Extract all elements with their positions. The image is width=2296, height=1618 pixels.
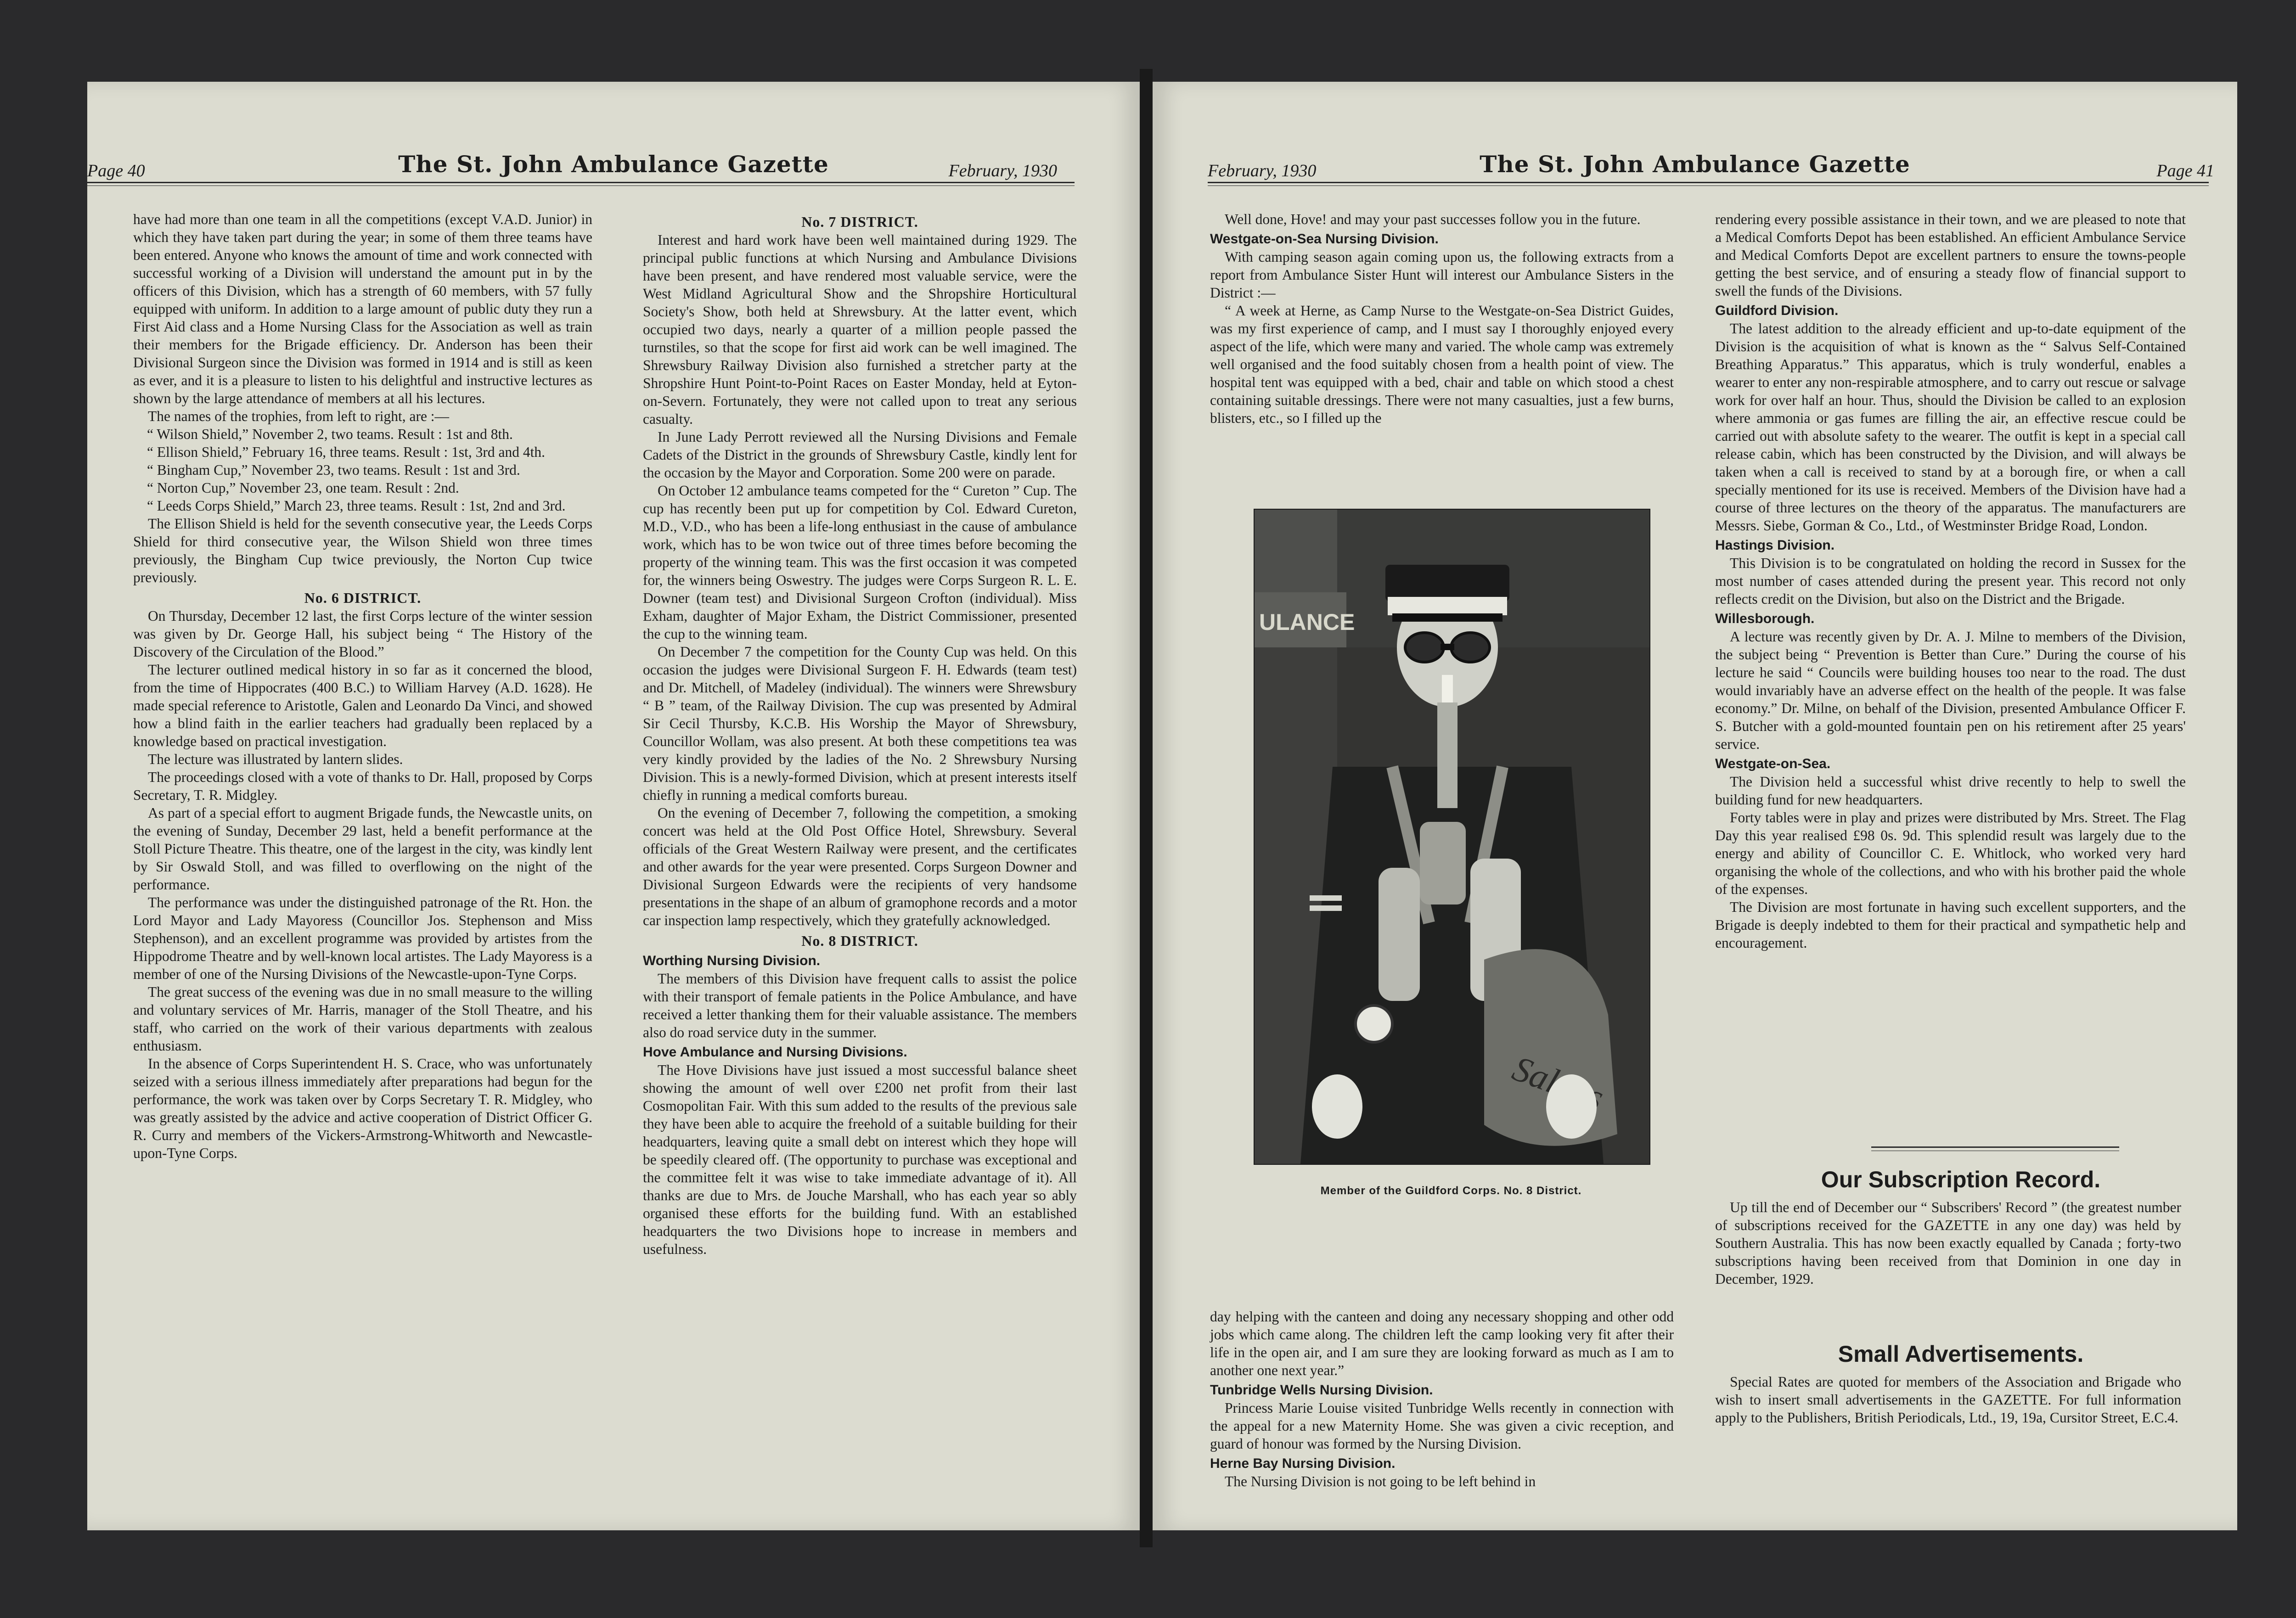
article-paragraph: Interest and hard work have been well maintained during 1929. The principal public functions at which Nursing and Ambulance Divisions have been present, and have rendered most valuable service, were the West Midland Agricultural Show and the Shropshire Horticultural Society's Show, both held at Shrewsbury. At the latter event, which occupied two days, nearly a quarter of a million people passed the turnstiles, so that the scope for first aid work can be well imagined. The Shrewsbury Railway Division also furnished a stretcher party at the Shropshire Hunt Point-to-Point Races on Easter Monday, held at Eyton-on-Severn. Fortunately, they were not called upon to treat any serious casualty. (643, 232, 1077, 427)
division-heading: Willesborough. (1715, 611, 1815, 626)
left-issue-date: February, 1930 (948, 161, 1057, 180)
article-paragraph: The latest addition to the already efficient and up-to-date equipment of the Division is the acquisition of what is known as the “ Salvus Self-Contained Breathing Apparatus.” This apparatus, which is truly wonderful, enables a wearer to enter any non-respirable atmosphere, and to carry out rescue or salvage work for over half an hour. Thus, should the Division be called to an explosion where ammonia or gas fumes are filling the air, an effective rescue could be carried out with absolute safety to the wearer. The outfit is kept in a special call release cabin, which has been constructed by the Division, and will always be taken when a call is received to stand by at a borough fire, or when a call specially mentioned for its use is received. Members of the Division have had a course of three lectures on the theory of the apparatus. The manufacturers are Messrs. Siebe, Gorman & Co., Ltd., of Westminster Bridge Road, London. (1715, 320, 2186, 534)
page-gutter (1140, 69, 1153, 1547)
article-paragraph: The Ellison Shield is held for the seventh consecutive year, the Leeds Corps Shield for third consecutive year, the Wilson Shield won three times previously, the Bingham Cup twice previously, the Norton Cup twice previously. (133, 516, 592, 585)
photo-salvus-apparatus-wearer (1254, 509, 1650, 1165)
left-column-2 (643, 210, 1077, 1258)
article-paragraph: With camping season again coming upon us, the following extracts from a report from Ambulance Sister Hunt will interest our Ambulance Sisters in the District :— (1210, 249, 1674, 301)
trophy-entry: “ Ellison Shield,” February 16, three teams. Result : 1st, 3rd and 4th. (147, 444, 545, 460)
left-head-rule-thin (87, 185, 1075, 186)
small-ads-text: Special Rates are quoted for members of the Association and Brigade who wish to insert small advertisements in the GAZETTE. For full information apply to the Publishers, British Periodicals, Ltd., 19, 19a, Cursitor Street, E.C.4. (1715, 1374, 2181, 1426)
right-column-1-top (1210, 210, 1674, 427)
article-paragraph: This Division is to be congratulated on holding the record in Sussex for the most number of cases attended during the present year. This record not only reflects credit on the Division, but also on the District and the Brigade. (1715, 555, 2186, 607)
article-paragraph: The lecturer outlined medical history in so far as it concerned the blood, from the time of Hippocrates (400 B.C.) to William Harvey (A.D. 1628). He made special reference to Aristotle, Galen and Leonardo Da Vinci, and showed how a blind faith in the earlier teachers had gradually been replaced by a knowledge based on practical investigation. (133, 662, 592, 749)
district-heading: No. 7 DISTRICT. (801, 213, 918, 230)
right-masthead-title: The St. John Ambulance Gazette (1480, 151, 1910, 178)
trophy-entry: “ Leeds Corps Shield,” March 23, three teams. Result : 1st, 2nd and 3rd. (147, 498, 566, 514)
article-paragraph: Forty tables were in play and prizes were distributed by Mrs. Street. The Flag Day this year realised £98 0s. 9d. This splendid result was largely due to the energy and ability of Councillor C. E. Whitlock, who worked very hard organising the whole of the collections, and who with his brother paid the whole of the expenses. (1715, 809, 2186, 897)
article-paragraph: “ A week at Herne, as Camp Nurse to the Westgate-on-Sea District Guides, was my first experience of camp, and I must say I thoroughly enjoyed every aspect of the life, which were many and varied. The whole camp was extremely well organised and the food suitably chosen from a health point of view. The hospital tent was equipped with a bed, chair and table on which stood a chest containing suitable dressings. There were not many casualties, just a few burns, blisters, etc., so I filled up the (1210, 303, 1674, 426)
trophy-entry: “ Norton Cup,” November 23, one team. Result : 2nd. (147, 480, 459, 496)
article-paragraph: As part of a special effort to augment Brigade funds, the Newcastle units, on the evening of Sunday, December 29 last, held a benefit performance at the Stoll Picture Theatre. This theatre, one of the largest in the city, was kindly lent by Sir Oswald Stoll, and was filled to overflowing on the night of the performance. (133, 805, 592, 893)
article-paragraph: On October 12 ambulance teams competed for the “ Cureton ” Cup. The cup has recently been put up for competition by Col. Edward Cureton, M.D., V.D., who has been a life-long enthusiast in the cause of ambulance work, which has to be won twice out of three times before becoming the property of the winning team. This was the first occasion it was competed for, the winners being Oswestry. The judges were Corps Surgeon R. L. E. Downer (team test) and Divisional Surgeon Crofton (individual). Miss Exham, daughter of Major Exham, the District Commissioner, presented the cup to the winning team. (643, 483, 1077, 642)
photo-caption: Member of the Guildford Corps. No. 8 District. (1320, 1185, 1582, 1197)
division-heading: Tunbridge Wells Nursing Division. (1210, 1382, 1433, 1398)
small-ads-body (1715, 1373, 2181, 1427)
article-paragraph: Princess Marie Louise visited Tunbridge Wells recently in connection with the appeal for a new Maternity Home. She was given a civic reception, and guard of honour was formed by the Nursing Division. (1210, 1400, 1674, 1452)
article-paragraph: Well done, Hove! and may your past successes follow you in the future. (1225, 211, 1641, 227)
article-paragraph: The performance was under the distinguished patronage of the Rt. Hon. the Lord Mayor and Lady Mayoress (Councillor Jos. Stephenson and Miss Stephenson), and an excellent programme was provided by artistes from the Hippodrome Theatre and by well-known local artistes. The Lady Mayoress is a member of one of the Nursing Divisions of the Newcastle-upon-Tyne Corps. (133, 894, 592, 982)
article-paragraph: The lecture was illustrated by lantern slides. (148, 751, 403, 767)
right-column-1-bottom (1210, 1308, 1674, 1490)
left-masthead-title: The St. John Ambulance Gazette (398, 151, 829, 178)
article-paragraph: The Division are most fortunate in having such excellent supporters, and the Brigade is deeply indebted to them for their practical and sympathetic help and encouragement. (1715, 899, 2186, 951)
division-heading: Guildford Division. (1715, 303, 1839, 318)
right-page-number: Page 41 (2156, 161, 2214, 180)
article-paragraph: day helping with the canteen and doing any necessary shopping and other odd jobs which came along. The children left the camp looking very fit after their life in the open air, and I am sure they are looking forward as much as I am to another one next year.” (1210, 1309, 1674, 1378)
division-heading: Herne Bay Nursing Division. (1210, 1456, 1396, 1471)
small-ads-heading: Small Advertisements. (1838, 1341, 2084, 1367)
subscription-heading: Our Subscription Record. (1821, 1167, 2101, 1192)
right-head-rule (1208, 182, 2209, 183)
trophy-entry: “ Wilson Shield,” November 2, two teams. Result : 1st and 8th. (147, 426, 513, 442)
district-heading: No. 8 DISTRICT. (801, 933, 918, 949)
article-paragraph: A lecture was recently given by Dr. A. J. Milne to members of the Division, the subject being “ Prevention is Better than Cure.” During the course of his lecture he said “ Councils were building houses too near to the road. The dust would invariably have an adverse effect on the health of the people. It was false economy.” Dr. Milne, on behalf of the Division, presented Ambulance Officer F. S. Butcher with a gold-mounted fountain pen on his retirement after 25 years' service. (1715, 629, 2186, 752)
photo-sign-text: ULANCE (1259, 609, 1355, 635)
division-heading: Hove Ambulance and Nursing Divisions. (643, 1045, 907, 1060)
division-heading: Hastings Division. (1715, 538, 1835, 553)
left-head-rule (87, 182, 1075, 183)
article-paragraph: The members of this Division have frequent calls to assist the police with their transport of female patients in the Police Ambulance, and have received a letter thanking them for their valuable assistance. The members also do road service duty in the summer. (643, 971, 1077, 1040)
article-paragraph: have had more than one team in all the competitions (except V.A.D. Junior) in which they have taken part during the year; in some of them three teams have been entered. Anyone who knows the amount of time and work connected with successful working of a Division will understand the amount put in by the officers of this Division, which has a strength of 60 members, with 57 fully equipped with uniform. In addition to a large amount of public duty they run a First Aid class and a Home Nursing Class for the Association as well as train their members for the Brigade efficiency. Dr. Anderson has been their Divisional Surgeon since the Division was formed in 1914 and is still as keen as ever, and it is a pleasure to listen to his delightful and instructive lectures as shown by the large attendance of members at all his lectures. (133, 211, 592, 406)
article-paragraph: The names of the trophies, from left to right, are :— (148, 408, 450, 424)
right-running-head (1153, 151, 2237, 183)
photo-illustration (1255, 510, 1649, 1164)
section-rule (1871, 1146, 2119, 1148)
division-heading: Westgate-on-Sea. (1715, 756, 1831, 771)
article-paragraph: The proceedings closed with a vote of thanks to Dr. Hall, proposed by Corps Secretary, T. R. Midgley. (133, 769, 592, 803)
article-paragraph: In June Lady Perrott reviewed all the Nursing Divisions and Female Cadets of the District in the grounds of Shrewsbury Castle, kindly lent for the occasion by the Mayor and Corporation. Some 200 were on parade. (643, 429, 1077, 481)
district-heading: No. 6 DISTRICT. (304, 590, 422, 606)
subscription-text: Up till the end of December our “ Subscribers' Record ” (the greatest number of subscriptions received for the GAZETTE in any one day) was held by Southern Australia. This has now been exactly equalled by Canada ; forty-two subscriptions having been received from that Dominion in one day in December, 1929. (1715, 1199, 2181, 1287)
article-paragraph: In the absence of Corps Superintendent H. S. Crace, who was unfortunately seized with a serious illness immediately after preparations had begun for the performance, the work was taken over by Corps Secretary T. R. Midgley, who was greatly assisted by the advice and active cooperation of District Officer G. R. Curry and members of the Vickers-Armstrong-Whitworth and Newcastle-upon-Tyne Corps. (133, 1056, 592, 1161)
left-running-head (87, 151, 1140, 183)
right-head-rule-thin (1208, 185, 2209, 186)
article-paragraph: On the evening of December 7, following the competition, a smoking concert was held at the Old Post Office Hotel, Shrewsbury. Several officials of the Great Western Railway were present, and the certificates and other awards for the year were presented. Corps Surgeon Downer and Divisional Surgeon Edwards were the recipients of very handsome presentations in the shape of an album of gramophone records and a motor car inspection lamp respectively, which they gratefully acknowledged. (643, 805, 1077, 928)
left-page (87, 82, 1140, 1530)
right-column-2 (1715, 210, 2186, 952)
division-heading: Westgate-on-Sea Nursing Division. (1210, 231, 1439, 247)
left-column-1 (133, 210, 592, 1162)
right-issue-date: February, 1930 (1208, 161, 1317, 180)
article-paragraph: On Thursday, December 12 last, the first Corps lecture of the winter session was given by Dr. George Hall, his subject being “ The History of the Discovery of the Circulation of the Blood.” (133, 608, 592, 660)
article-paragraph: On December 7 the competition for the County Cup was held. On this occasion the judges were Divisional Surgeon F. H. Edwards (team test) and Dr. Mitchell, of Madeley (individual). The winners were Shrewsbury “ B ” team, of the Railway Division. The cup was presented by Admiral Sir Cecil Thursby, K.C.B. His Worship the Mayor of Shrewsbury, Councillor Wollam, was also present. At both these competitions tea was very kindly provided by the ladies of the No. 2 Shrewsbury Nursing Division. This is a newly-formed Division, which at present interests itself chiefly in running a medical comforts bureau. (643, 644, 1077, 803)
division-heading: Worthing Nursing Division. (643, 953, 821, 968)
article-paragraph: The Nursing Division is not going to be left behind in (1225, 1473, 1536, 1489)
article-paragraph: The great success of the evening was due in no small measure to the willing and voluntary services of Mr. Harris, manager of the Stoll Theatre, and his staff, who carried on the work of their various departments with zealous enthusiasm. (133, 984, 592, 1054)
trophy-entry: “ Bingham Cup,” November 23, two teams. Result : 1st and 3rd. (147, 462, 520, 478)
subscription-body (1715, 1198, 2181, 1288)
article-paragraph: The Hove Divisions have just issued a most successful balance sheet showing the amount of well over £200 net profit from their last Cosmopolitan Fair. With this sum added to the results of the previous sale they have been able to acquire the freehold of a suitable building for their headquarters, leaving quite a small debt on interest which they hope will be speedily cleared off. (The opportunity to purchase was exceptional and the committee felt it was wise to take immediate advantage of it). All thanks are due to Mrs. de Jouche Marshall, who has each year so ably organised these efforts for the building fund. With an established headquarters the two Divisions hope to increase in members and usefulness. (643, 1062, 1077, 1257)
article-paragraph: The Division held a successful whist drive recently to help to swell the building fund for new headquarters. (1715, 774, 2186, 808)
article-paragraph: rendering every possible assistance in their town, and we are pleased to note that a Medical Comforts Depot has been established. An efficient Ambulance Service and Medical Comforts Depot are excellent partners to ensure the towns-people getting the best service, and of ensuring a steady flow of financial support to swell the funds of the Divisions. (1715, 211, 2186, 299)
left-page-number: Page 40 (87, 161, 145, 180)
